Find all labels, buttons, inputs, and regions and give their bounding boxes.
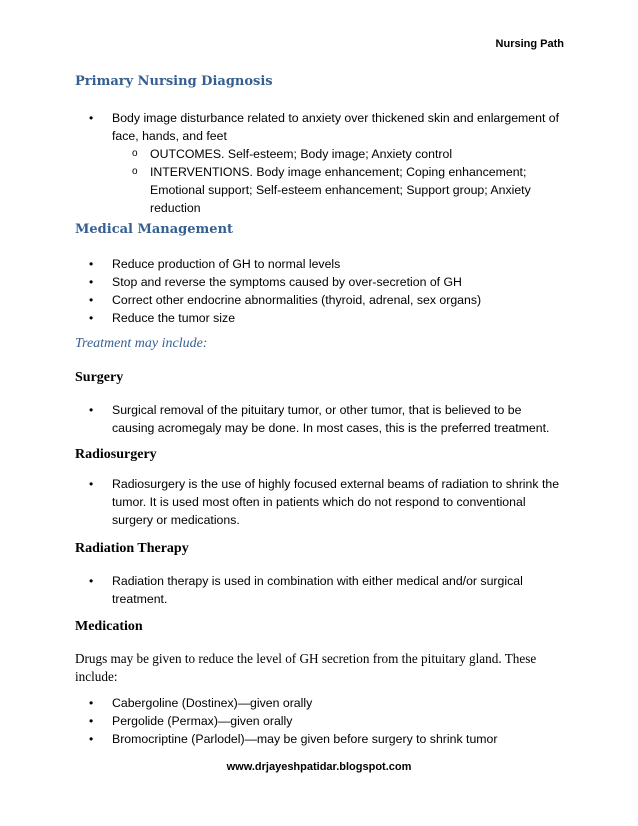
list-item: • Surgical removal of the pituitary tumor, or other tumor, that is believed to be causing acromegaly may be done. In most cases, this is the preferred treatment. [0, 401, 564, 437]
list-item: • Cabergoline (Dostinex)—given orally [0, 694, 564, 712]
radiation-therapy-list [0, 572, 564, 608]
page-header: Nursing Path [495, 38, 564, 50]
sub-list [112, 145, 564, 217]
section-heading-radiation-therapy: Radiation Therapy [75, 541, 189, 556]
sub-list-item: o OUTCOMES. Self-esteem; Body image; Anxiety control [112, 145, 564, 163]
footer-url: www.drjayeshpatidar.blogspot.com [226, 761, 412, 773]
medication-list [0, 694, 564, 748]
list-item: • Radiosurgery is the use of highly focused external beams of radiation to shrink the tumor. It is used most often in patients which do not respond to conventional surgery or medications. [0, 475, 564, 529]
list-item: • Reduce the tumor size [0, 309, 564, 327]
section-heading-radiosurgery: Radiosurgery [75, 447, 157, 462]
sub-list-item: o INTERVENTIONS. Body image enhancement; Coping enhancement; Emotional support; Self-esteem enhancement; Support group; Anxiety reduction [112, 163, 564, 217]
section-heading-surgery: Surgery [75, 370, 124, 385]
list-item: • Reduce production of GH to normal levels [0, 255, 564, 273]
surgery-list [0, 401, 564, 437]
section-heading-medical-management: Medical Management [75, 222, 234, 237]
radiosurgery-list [0, 475, 564, 529]
list-item: • Bromocriptine (Parlodel)—may be given before surgery to shrink tumor [0, 730, 564, 748]
medical-management-list [0, 255, 564, 327]
list-item: • Pergolide (Permax)—given orally [0, 712, 564, 730]
primary-diagnosis-list [0, 109, 564, 217]
list-item-text: Body image disturbance related to anxiety over thickened skin and enlargement of face, hands, and feet [112, 111, 560, 143]
section-heading-medication: Medication [75, 619, 143, 634]
section-heading-primary-diagnosis: Primary Nursing Diagnosis [75, 74, 273, 89]
treatment-intro: Treatment may include: [75, 336, 208, 351]
list-item [0, 109, 564, 217]
list-item: • Radiation therapy is used in combination with either medical and/or surgical treatment. [0, 572, 564, 608]
medication-intro: Drugs may be given to reduce the level of GH secretion from the pituitary gland. These include: [75, 651, 537, 684]
list-item: • Correct other endocrine abnormalities (thyroid, adrenal, sex organs) [0, 291, 564, 309]
list-item: • Stop and reverse the symptoms caused by over-secretion of GH [0, 273, 564, 291]
